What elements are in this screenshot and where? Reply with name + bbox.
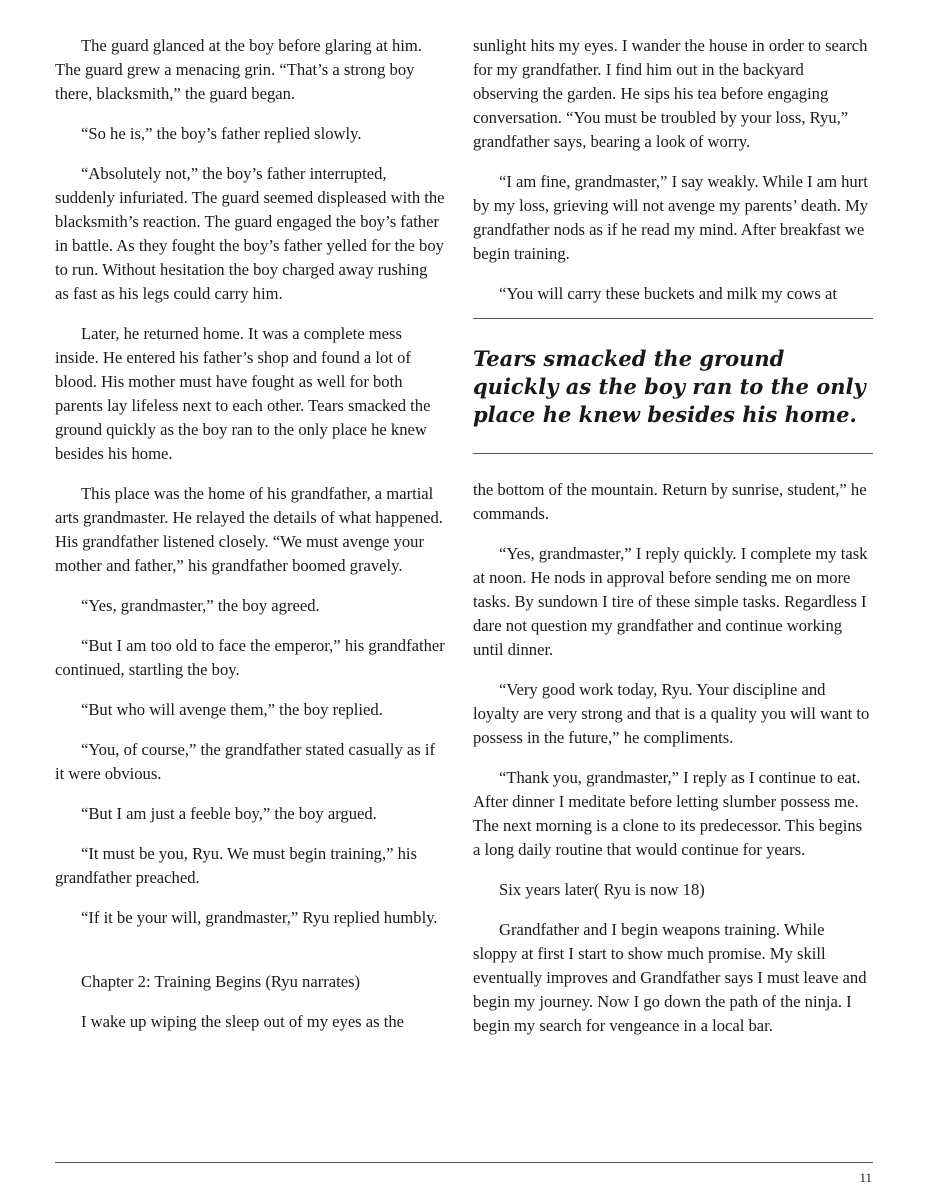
paragraph: “It must be you, Ryu. We must begin training,” his grandfather preached. <box>55 844 417 887</box>
paragraph: “So he is,” the boy’s father replied slowly. <box>81 124 362 143</box>
paragraph: The guard glanced at the boy before glaring at him. The guard grew a menacing grin. “That’s a strong boy there, blacksmith,” the guard began. <box>55 36 422 103</box>
left-column <box>55 34 445 1050</box>
section-heading: Six years later( Ryu is now 18) <box>499 880 705 899</box>
pull-quote-bottom-rule <box>473 453 873 454</box>
paragraph: “Thank you, grandmaster,” I reply as I continue to eat. After dinner I meditate before letting slumber possess me. The next morning is a clone to its predecessor. This begins a long daily routine that would continue for years. <box>473 768 863 859</box>
paragraph: “I am fine, grandmaster,” I say weakly. While I am hurt by my loss, grieving will not avenge my parents’ death. My grandfather nods as if he read my mind. After breakfast we begin training. <box>473 172 869 263</box>
right-column-bottom <box>473 478 870 1054</box>
paragraph: “But who will avenge them,” the boy replied. <box>81 700 383 719</box>
page-number: 11 <box>859 1170 872 1185</box>
paragraph-continuation: the bottom of the mountain. Return by sunrise, student,” he commands. <box>473 480 867 523</box>
paragraph: “But I am just a feeble boy,” the boy argued. <box>81 804 377 823</box>
paragraph: “Very good work today, Ryu. Your discipline and loyalty are very strong and that is a quality you will want to possess in the future,” he compliments. <box>473 680 870 747</box>
paragraph: I wake up wiping the sleep out of my eyes as the <box>81 1012 405 1031</box>
pull-quote-box <box>473 318 873 454</box>
pull-quote-top-rule <box>473 318 873 319</box>
paragraph: Grandfather and I begin weapons training. While sloppy at first I start to show much promise. My skill eventually improves and Grandfather says I must leave and begin my journey. Now I go down the path of the ninja. I begin my search for vengeance in a local bar. <box>473 920 867 1035</box>
paragraph: Later, he returned home. It was a complete mess inside. He entered his father’s shop and found a lot of blood. His mother must have fought as well for both parents lay lifeless next to each other. Tears smacked the ground quickly as the boy ran to the only place he knew besides his home. <box>55 324 431 463</box>
paragraph: “You, of course,” the grandfather stated casually as if it were obvious. <box>55 740 436 783</box>
paragraph: “If it be your will, grandmaster,” Ryu replied humbly. <box>81 908 438 927</box>
chapter-heading: Chapter 2: Training Begins (Ryu narrates) <box>81 972 361 991</box>
paragraph: “Yes, grandmaster,” the boy agreed. <box>81 596 320 615</box>
paragraph: This place was the home of his grandfather, a martial arts grandmaster. He relayed the details of what happened. His grandfather listened closely. “We must avenge your mother and father,” his grandfather boomed gravely. <box>55 484 443 575</box>
footer-rule <box>55 1162 873 1163</box>
spacer <box>55 946 445 970</box>
paragraph: “But I am too old to face the emperor,” his grandfather continued, startling the boy. <box>55 636 445 679</box>
paragraph: “You will carry these buckets and milk my cows at <box>499 284 837 303</box>
paragraph: “Yes, grandmaster,” I reply quickly. I complete my task at noon. He nods in approval before sending me on more tasks. By sundown I tire of these simple tasks. Regardless I dare not question my grandfather and continue working until dinner. <box>473 544 868 659</box>
pull-quote: Tears smacked the ground quickly as the boy ran to the only place he knew besides his home. <box>473 346 866 427</box>
paragraph: “Absolutely not,” the boy’s father interrupted, suddenly infuriated. The guard seemed displeased with the blacksmith’s reaction. The guard engaged the boy’s father in battle. As they fought the boy’s father yelled for the boy to run. Without hesitation the boy charged away rushing as fast as his legs could carry him. <box>55 164 445 303</box>
paragraph-continuation: sunlight hits my eyes. I wander the house in order to search for my grandfather. I find him out in the backyard observing the garden. He sips his tea before engaging conversation. “You must be troubled by your loss, Ryu,” grandfather says, bearing a look of worry. <box>473 36 868 151</box>
right-column-top <box>473 34 870 322</box>
